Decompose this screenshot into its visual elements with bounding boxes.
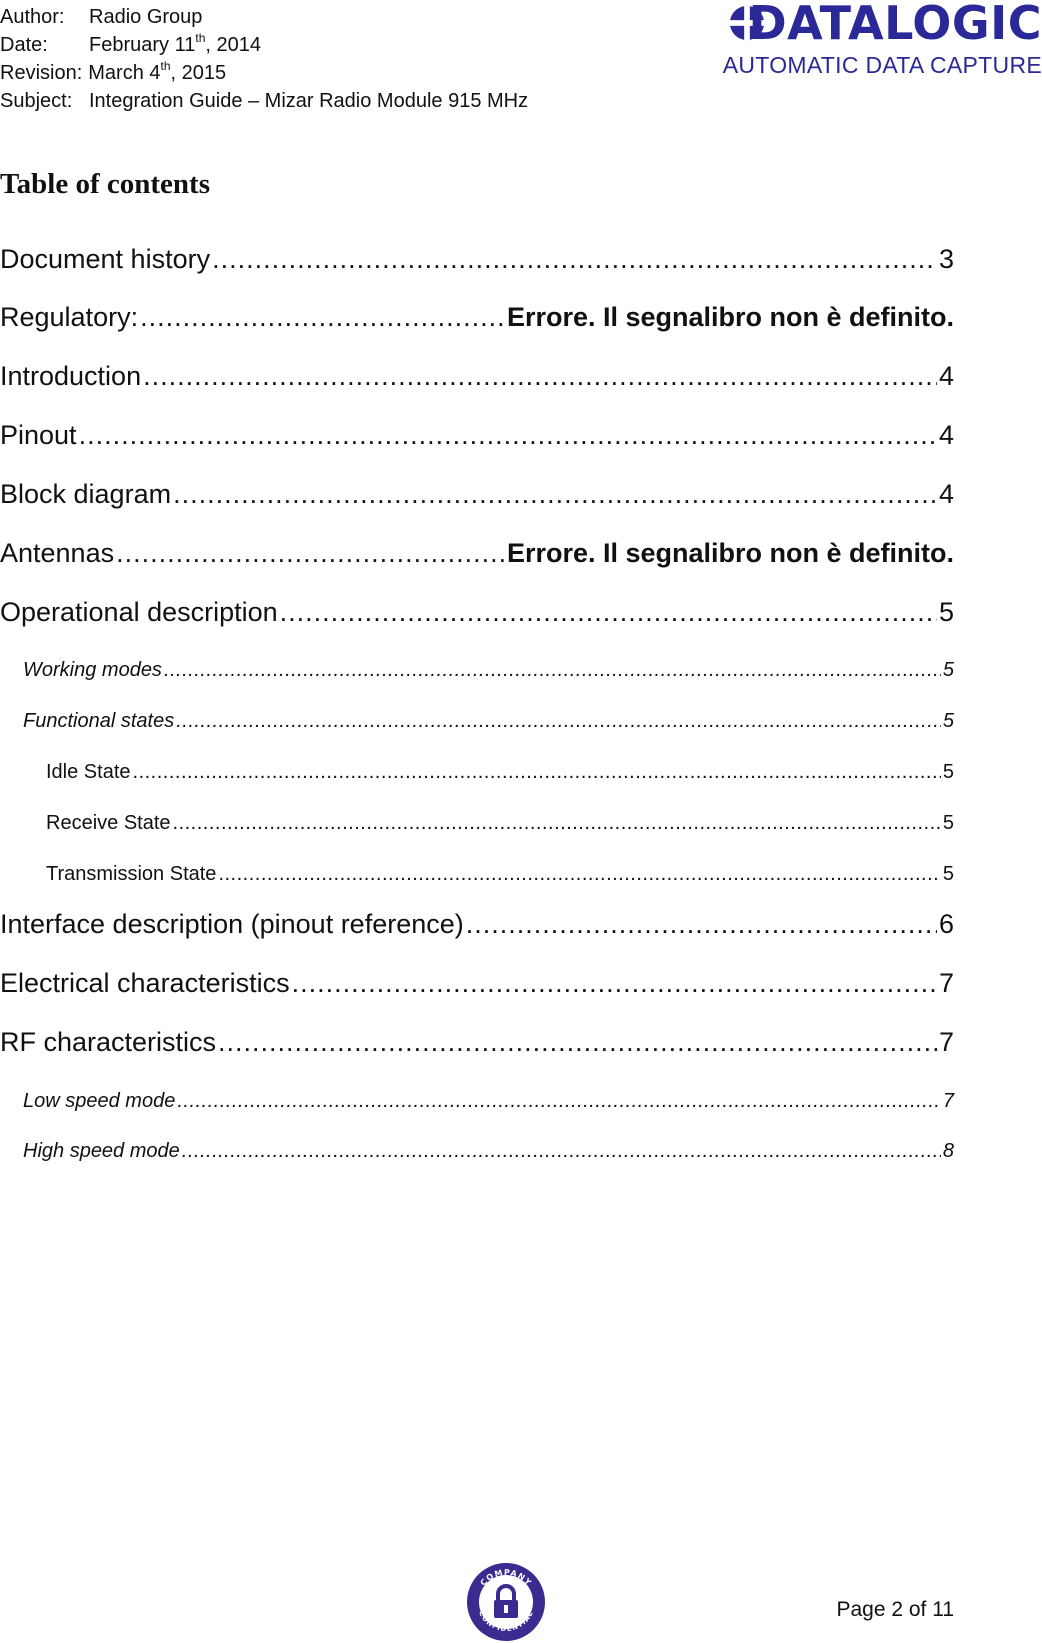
toc-entry-pinout[interactable]: Pinout ..... 4 — [0, 420, 954, 451]
svg-text:CONFIDENTIAL: CONFIDENTIAL — [476, 1609, 536, 1634]
toc-entry-high-speed-mode[interactable]: High speed mode ..... 8 — [23, 1140, 954, 1163]
toc-entry-receive-state[interactable]: Receive State ..... 5 — [46, 812, 954, 835]
meta-subject-value: Integration Guide – Mizar Radio Module 915 MHz — [89, 90, 529, 112]
toc-entry-transmission-state[interactable]: Transmission State ..... 5 — [46, 863, 954, 886]
toc-title: Table of contents — [0, 168, 210, 200]
meta-revision-label: Revision: — [0, 62, 83, 84]
toc-entry-interface-description[interactable]: Interface description (pinout reference) ..... 6 — [0, 909, 954, 940]
toc-entry-functional-states[interactable]: Functional states ..... 5 — [23, 710, 954, 733]
toc-entry-rf-characteristics[interactable]: RF characteristics ..... 7 — [0, 1027, 954, 1058]
meta-author-value: Radio Group — [89, 6, 203, 28]
meta-date-value: February 11th, 2014 — [89, 31, 261, 56]
meta-revision-value: March 4th, 2015 — [88, 59, 227, 84]
toc-entry-electrical-characteristics[interactable]: Electrical characteristics ..... 7 — [0, 968, 954, 999]
toc-entry-working-modes[interactable]: Working modes ..... 5 — [23, 659, 954, 682]
logo-tagline: AUTOMATIC DATA CAPTURE — [722, 52, 1042, 78]
datalogic-logo — [682, 0, 1042, 80]
toc-entry-antennas[interactable]: Antennas ..... Errore. Il segnalibro non è definito. — [0, 538, 954, 569]
meta-author-label: Author: — [0, 6, 65, 28]
toc-entry-operational-description[interactable]: Operational description ..... 5 — [0, 597, 954, 628]
document-meta — [0, 3, 528, 115]
svg-text:COMPANY: COMPANY — [478, 1567, 534, 1588]
page-number: Page 2 of 11 — [836, 1598, 954, 1621]
meta-subject-row — [0, 87, 528, 115]
meta-revision-row — [0, 59, 528, 87]
toc-entry-block-diagram[interactable]: Block diagram ..... 4 — [0, 479, 954, 510]
company-confidential-stamp-icon — [465, 1561, 547, 1643]
logo-wordmark: DATALOGIC — [748, 0, 1042, 50]
toc-entry-idle-state[interactable]: Idle State ..... 5 — [46, 761, 954, 784]
meta-date-label: Date: — [0, 34, 48, 56]
toc-entry-document-history[interactable]: Document history ..... 3 — [0, 244, 954, 275]
meta-author-row — [0, 3, 528, 31]
toc-entry-introduction[interactable]: Introduction ..... 4 — [0, 361, 954, 392]
toc-entry-regulatory[interactable]: Regulatory: ..... Errore. Il segnalibro non è definito. — [0, 302, 954, 333]
meta-subject-label: Subject: — [0, 90, 73, 112]
toc-entry-low-speed-mode[interactable]: Low speed mode ..... 7 — [23, 1090, 954, 1113]
meta-date-row — [0, 31, 528, 59]
